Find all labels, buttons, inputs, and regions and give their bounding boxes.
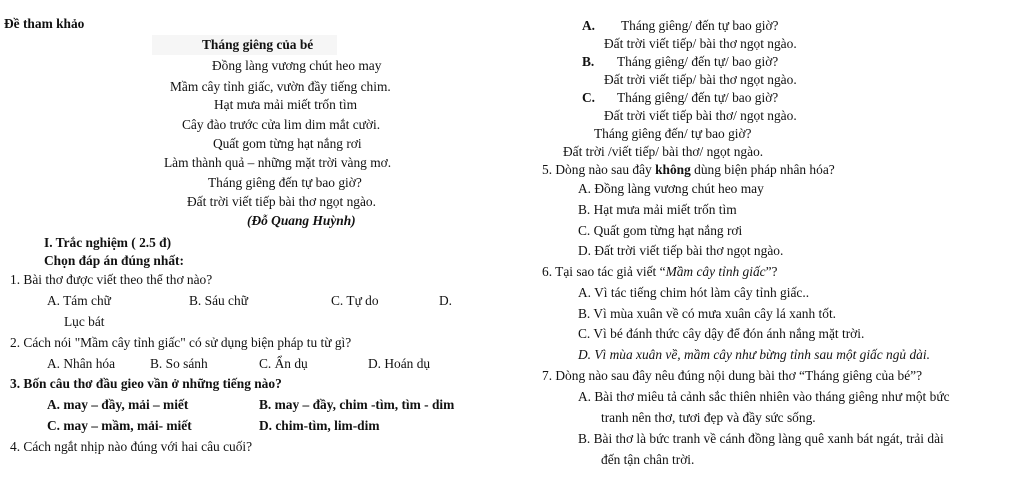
poem-line-3: Hạt mưa mải miết trốn tìm xyxy=(214,97,357,112)
q7-option-a-line2[interactable]: tranh nên thơ, tươi đẹp và đầy sức sống. xyxy=(601,410,816,425)
q3-option-c[interactable]: C. may – mầm, mải- miết xyxy=(47,418,192,433)
q1-text: 1. Bài thơ được viết theo thể thơ nào? xyxy=(10,272,213,287)
poem-line-1: Đồng làng vương chút heo may xyxy=(212,58,382,73)
poem-author: (Đỗ Quang Huỳnh) xyxy=(247,213,356,228)
q5-text-pre: 5. Dòng nào sau đây xyxy=(542,162,656,177)
section-instruction: Chọn đáp án đúng nhất: xyxy=(44,253,184,268)
poem-line-4: Cây đào trước cửa lim dim mắt cười. xyxy=(182,117,381,132)
q4-text: 4. Cách ngắt nhịp nào đúng với hai câu cuối? xyxy=(10,439,253,454)
q5-text-post: dùng biện pháp nhân hóa? xyxy=(690,162,835,177)
q5-option-d[interactable]: D. Đất trời viết tiếp bài thơ ngọt ngào. xyxy=(578,243,784,258)
q6-option-a[interactable]: A. Vì tác tiếng chim hót làm cây tỉnh giấc.. xyxy=(578,285,810,300)
poem-title: Tháng giêng của bé xyxy=(202,37,314,52)
q5-option-c[interactable]: C. Quất gom từng hạt nắng rơi xyxy=(578,223,743,238)
q6-text-pre: 6. Tại sao tác giả viết “ xyxy=(542,264,666,279)
q6-text-italic: Mầm cây tỉnh giấc xyxy=(665,264,766,279)
q2-option-b[interactable]: B. So sánh xyxy=(150,356,208,371)
section-heading: I. Trắc nghiệm ( 2.5 đ) xyxy=(44,235,172,250)
poem-line-7: Tháng giêng đến tự bao giờ? xyxy=(208,175,362,190)
q4-option-a-line1[interactable]: Tháng giêng/ đến tự bao giờ? xyxy=(621,18,779,33)
q3-option-d[interactable]: D. chim-tìm, lim-dim xyxy=(259,418,380,433)
q6-option-c[interactable]: C. Vì bé đánh thức cây dậy để đón ánh nắng mặt trời. xyxy=(578,326,865,341)
q5-option-b[interactable]: B. Hạt mưa mải miết trốn tìm xyxy=(578,202,737,217)
q3-option-a[interactable]: A. may – đầy, mải – miết xyxy=(47,397,189,412)
q4-option-b-line2[interactable]: Đất trời viết tiếp/ bài thơ ngọt ngào. xyxy=(604,72,797,87)
q7-option-b-line1[interactable]: B. Bài thơ là bức tranh về cánh đồng làng quê xanh bát ngát, trải dài xyxy=(578,431,944,446)
q4-option-a-label[interactable]: A. xyxy=(582,18,596,33)
q2-option-c[interactable]: C. Ẩn dụ xyxy=(259,356,308,371)
q2-option-a[interactable]: A. Nhân hóa xyxy=(47,356,116,371)
poem-line-6: Làm thành quả – những mặt trời vàng mơ. xyxy=(164,155,392,170)
q2-option-d[interactable]: D. Hoán dụ xyxy=(368,356,431,371)
q2-text: 2. Cách nói "Mầm cây tỉnh giấc" có sử dụng biện pháp tu từ gì? xyxy=(10,335,352,350)
q4-option-d-line2[interactable]: Đất trời /viết tiếp/ bài thơ/ ngọt ngào. xyxy=(563,144,764,159)
header-ref: Đề tham khảo xyxy=(4,16,85,31)
q4-option-b-line1[interactable]: Tháng giêng/ đến tự/ bao giờ? xyxy=(617,54,779,69)
q4-option-c-line2[interactable]: Đất trời viết tiếp bài thơ/ ngọt ngào. xyxy=(604,108,797,123)
q7-option-b-line2[interactable]: đến tận chân trời. xyxy=(601,452,695,467)
poem-line-5: Quất gom từng hạt nắng rơi xyxy=(213,136,362,151)
q6-option-b[interactable]: B. Vì mùa xuân về có mưa xuân cây lá xanh tốt. xyxy=(578,306,837,321)
q4-option-c-label[interactable]: C. xyxy=(582,90,596,105)
q5-text-bold: không xyxy=(655,162,691,177)
poem-line-8: Đất trời viết tiếp bài thơ ngọt ngào. xyxy=(187,194,376,209)
q7-option-a-line1[interactable]: A. Bài thơ miêu tả cảnh sắc thiên nhiên vào tháng giêng như một bức xyxy=(578,389,950,404)
q4-option-b-label[interactable]: B. xyxy=(582,54,595,69)
q1-option-a[interactable]: A. Tám chữ xyxy=(47,293,111,308)
q6-text-post: ”? xyxy=(765,264,778,279)
q1-option-c[interactable]: C. Tự do xyxy=(331,293,379,308)
q6-text xyxy=(542,265,778,278)
q1-option-d[interactable]: D. xyxy=(439,293,453,308)
q4-option-c-line1[interactable]: Tháng giêng/ đến tự/ bao giờ? xyxy=(617,90,779,105)
q6-option-d[interactable]: D. Vì mùa xuân về, mầm cây như bừng tỉnh sau một giấc ngủ dài. xyxy=(578,347,930,362)
q3-option-b[interactable]: B. may – đầy, chim -tìm, tìm - dim xyxy=(259,397,455,412)
q1-option-d-text[interactable]: Lục bát xyxy=(64,314,105,329)
q4-option-d-line1[interactable]: Tháng giêng đến/ tự bao giờ? xyxy=(594,126,752,141)
q5-option-a[interactable]: A. Đồng làng vương chút heo may xyxy=(578,181,764,196)
poem-line-2: Mầm cây tỉnh giấc, vườn đầy tiếng chim. xyxy=(170,79,391,94)
q3-text: 3. Bốn câu thơ đầu gieo vần ở những tiếng nào? xyxy=(10,376,282,391)
q4-option-a-line2[interactable]: Đất trời viết tiếp/ bài thơ ngọt ngào. xyxy=(604,36,797,51)
q5-text xyxy=(542,163,835,176)
q1-option-b[interactable]: B. Sáu chữ xyxy=(189,293,248,308)
q7-text: 7. Dòng nào sau đây nêu đúng nội dung bài thơ “Tháng giêng của bé”? xyxy=(542,368,923,383)
